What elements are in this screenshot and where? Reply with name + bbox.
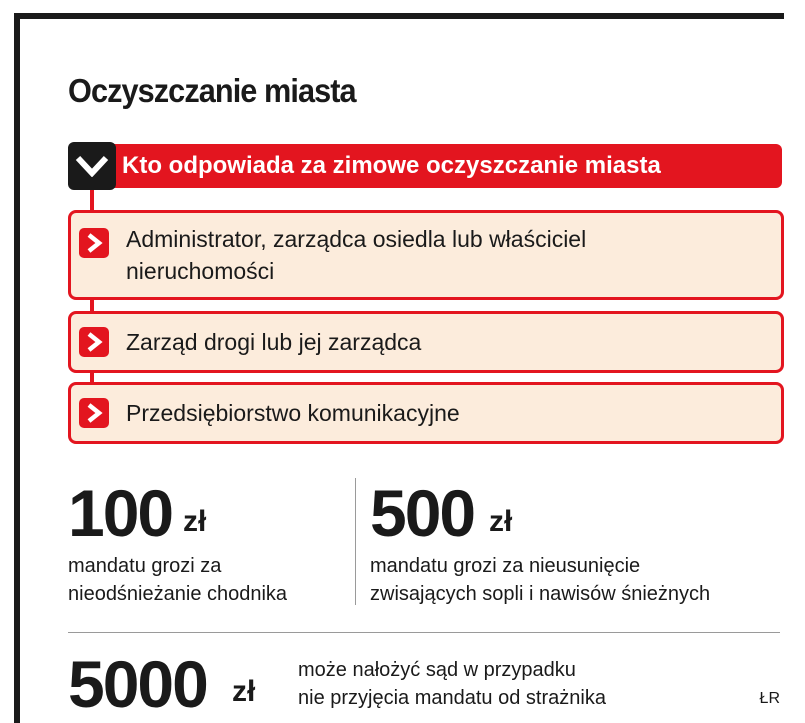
list-item [68,311,784,373]
section-header-text: Kto odpowiada za zimowe oczyszczanie miasta [122,152,661,179]
list-item [68,210,784,300]
chevron-right-icon [79,228,109,258]
stat-description-line: nie przyjęcia mandatu od strażnika [298,687,606,709]
list-item-text [126,223,761,287]
stat-amount: 5000 [68,647,207,721]
page-title: Oczyszczanie miasta [68,72,356,109]
chevron-right-icon [79,398,109,428]
stat-description-line: zwisających sopli i nawisów śnieżnych [370,583,711,605]
chevron-right-icon [79,327,109,357]
list-item-line: Administrator, zarządca osiedla lub właściciel [126,226,587,252]
list-item-line: nieruchomości [126,258,275,284]
section-header [68,142,782,190]
stat-description [370,552,710,608]
list-item-line: Przedsiębiorstwo komunikacyjne [126,400,460,426]
frame-top-border [14,13,784,19]
stat-unit: zł [489,505,513,538]
stat-amount: 500 [370,476,475,550]
list-item [68,382,784,444]
frame-left-border [14,13,20,723]
author-credit: ŁR [759,690,780,707]
stat-unit: zł [232,675,256,708]
list-item-text [126,326,761,358]
stat-unit: zł [183,505,207,538]
chevron-down-icon [68,142,116,190]
stat-description [68,552,287,608]
stat-description-line: nieodśnieżanie chodnika [68,583,288,605]
list-item-text [126,397,761,429]
stat-description-line: mandatu grozi za nieusunięcie [370,555,641,577]
stat-description [298,656,606,712]
stat-description-line: mandatu grozi za [68,555,222,577]
list-item-line: Zarząd drogi lub jej zarządca [126,329,422,355]
connector-line [90,190,94,212]
stat-description-line: może nałożyć sąd w przypadku [298,659,576,681]
vertical-divider [355,478,356,605]
stat-amount: 100 [68,476,173,550]
horizontal-divider [68,632,780,633]
